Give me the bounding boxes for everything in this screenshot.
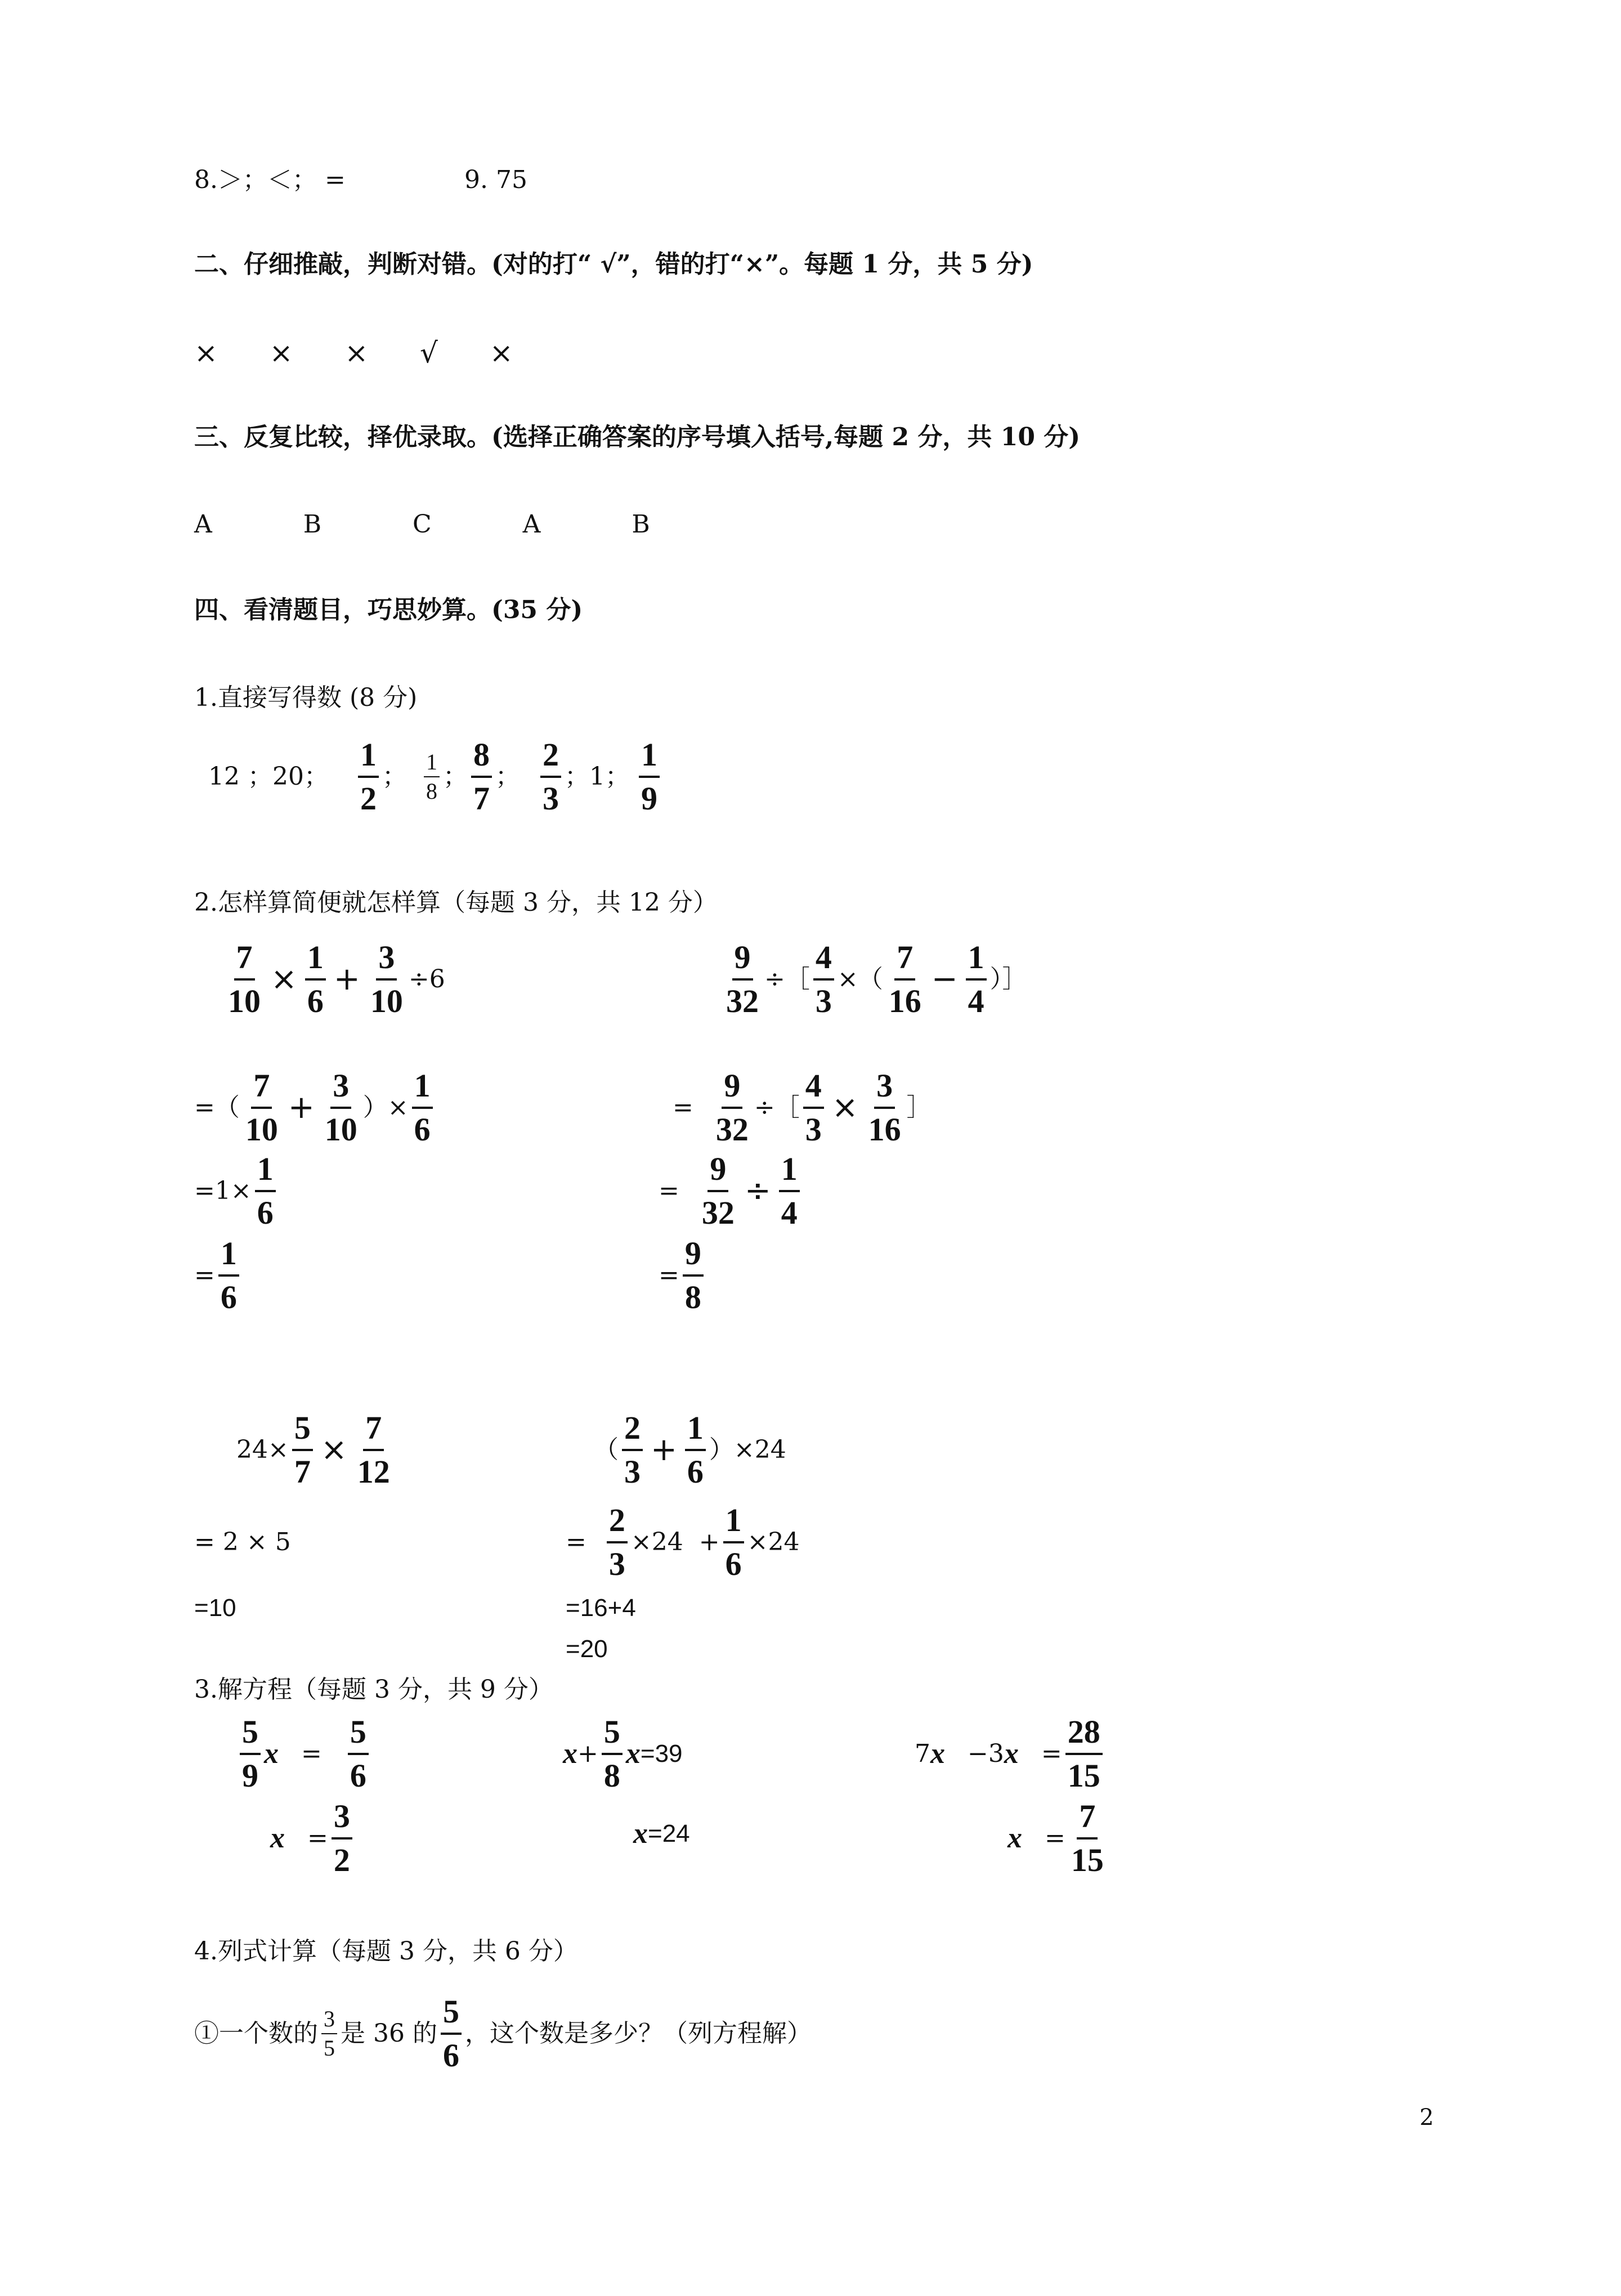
- fraction: $\frac{7}{15}$: [1071, 1798, 1104, 1878]
- equals-sign: =: [1045, 1824, 1065, 1852]
- minus-sign: −: [931, 961, 958, 997]
- expr-text: ）×24: [709, 1435, 786, 1464]
- fraction: $\frac{3}{5}$: [321, 2008, 337, 2060]
- fraction: $\frac{1}{6}$: [723, 1504, 744, 1581]
- q2b-problem: [720, 941, 1027, 1018]
- q2b-step2: [659, 1153, 803, 1229]
- fraction: $\frac{3}{10}$: [370, 939, 403, 1019]
- q2c-step2: =10: [194, 1594, 236, 1622]
- fraction: $\frac{4}{3}$: [813, 941, 834, 1018]
- fraction: $\frac{7}{10}$: [228, 939, 261, 1019]
- fraction: $\frac{5}{7}$: [292, 1412, 313, 1488]
- expr-text: ×24 +: [630, 1528, 720, 1556]
- separator: ；: [382, 762, 407, 791]
- fraction: $\frac{1}{6}$: [305, 941, 326, 1018]
- fraction: $\frac{9}{32}$: [715, 1067, 749, 1148]
- variable-x: x: [264, 1738, 279, 1770]
- fraction: $\frac{7}{12}$: [357, 1409, 390, 1490]
- q2c-step1: = 2 × 5: [194, 1528, 291, 1556]
- q2d-problem: [594, 1409, 786, 1490]
- q3-eq2-solution: [633, 1819, 690, 1849]
- expr-text: =24: [648, 1820, 690, 1847]
- expr-text: =39: [640, 1740, 683, 1767]
- q2c-problem: [236, 1409, 396, 1490]
- fraction: $\frac{5}{8}$: [602, 1716, 623, 1792]
- divide-sign: ÷: [744, 1172, 771, 1209]
- expr-text: =: [194, 1261, 215, 1290]
- separator: ；: [495, 762, 520, 791]
- fraction: $\frac{1}{6}$: [255, 1153, 276, 1229]
- expr-text: ，这个数是多少？（列方程解）: [464, 2019, 812, 2048]
- plus-sign: +: [288, 1089, 315, 1126]
- expr-text: 24×: [236, 1435, 289, 1464]
- fraction: $\frac{1}{6}$: [218, 1237, 239, 1314]
- q2-title: 2.怎样算简便就怎样算（每题 3 分，共 12 分）: [194, 888, 718, 917]
- coefficient: 7: [915, 1739, 930, 1768]
- expr-text: =: [659, 1261, 679, 1290]
- variable-x: x: [625, 1738, 641, 1770]
- separator: ；1；: [564, 762, 630, 791]
- q8-answer: 8.＞；＜； =: [194, 165, 346, 194]
- q2a-step3: [194, 1237, 243, 1314]
- q3-eq2: [563, 1713, 683, 1794]
- times-sign: ×: [831, 1089, 858, 1126]
- fraction: $\frac{2}{3}$: [540, 739, 561, 815]
- expr-text: =: [566, 1528, 586, 1556]
- fraction: $\frac{9}{32}$: [726, 939, 759, 1019]
- section-3-heading: 三、反复比较，择优录取。(选择正确答案的序号填入括号,每题 2 分，共 10 分): [194, 423, 1081, 451]
- q2d-step1: [566, 1504, 799, 1581]
- expr-text: 是 36 的: [341, 2019, 437, 2048]
- q3-eq1-solution: [270, 1800, 356, 1877]
- fraction: $\frac{1}{4}$: [966, 941, 987, 1018]
- fraction: $\frac{1}{8}$: [424, 751, 440, 803]
- q3-eq3-solution: [1007, 1800, 1109, 1877]
- expr-text: −3: [968, 1739, 1004, 1768]
- q2a-problem: [222, 941, 445, 1018]
- fraction: $\frac{9}{8}$: [683, 1237, 704, 1314]
- expr-text: =（: [194, 1093, 240, 1122]
- expr-text: ］: [906, 1093, 932, 1122]
- plus-sign: +: [577, 1739, 598, 1768]
- times-sign: ×: [271, 961, 297, 997]
- expr-text: ①一个数的: [194, 2019, 318, 2048]
- plus-sign: +: [333, 961, 360, 997]
- q2b-step3: [659, 1237, 707, 1314]
- fraction: $\frac{1}{6}$: [412, 1069, 433, 1146]
- equals-sign: =: [301, 1739, 322, 1768]
- variable-x: x: [563, 1738, 577, 1770]
- section-4-heading: 四、看清题目，巧思妙算。(35 分): [194, 596, 583, 624]
- fraction: $\frac{5}{9}$: [240, 1716, 261, 1792]
- variable-x: x: [930, 1738, 945, 1770]
- expr-text: ）×: [362, 1093, 409, 1122]
- q2d-step2: =16+4: [566, 1594, 636, 1622]
- fraction: $\frac{1}{6}$: [685, 1412, 706, 1488]
- variable-x: x: [1007, 1822, 1022, 1854]
- q9-answer: 9. 75: [464, 165, 527, 194]
- fraction: $\frac{4}{3}$: [803, 1069, 824, 1146]
- fraction: $\frac{1}{2}$: [358, 739, 379, 815]
- fraction: $\frac{8}{7}$: [471, 739, 492, 815]
- expr-tail: ÷6: [408, 965, 445, 993]
- fraction: $\frac{2}{3}$: [607, 1504, 628, 1581]
- fraction: $\frac{7}{10}$: [245, 1067, 278, 1148]
- variable-x: x: [633, 1818, 648, 1850]
- fraction: $\frac{3}{10}$: [324, 1067, 357, 1148]
- q2a-step1: [194, 1069, 436, 1146]
- section-2-answers: × × × √ ×: [194, 337, 513, 369]
- q1-answers: [208, 736, 663, 817]
- expr-text: ×（: [837, 965, 883, 993]
- expr-text: =1×: [194, 1176, 252, 1205]
- q3-eq3: [915, 1713, 1106, 1794]
- fraction: $\frac{28}{15}$: [1065, 1716, 1103, 1792]
- expr-text: （: [594, 1435, 619, 1464]
- variable-x: x: [270, 1822, 285, 1854]
- q3-title: 3.解方程（每题 3 分，共 9 分）: [194, 1675, 553, 1704]
- q4-title: 4.列式计算（每题 3 分，共 6 分）: [194, 1937, 578, 1966]
- q2d-step3: =20: [566, 1635, 608, 1663]
- q3-eq1: [236, 1713, 372, 1794]
- fraction: $\frac{5}{6}$: [348, 1716, 369, 1792]
- section-2-heading: 二、仔细推敲，判断对错。(对的打“ √”，错的打“×”。每题 1 分，共 5 分): [194, 250, 1033, 279]
- variable-x: x: [1004, 1738, 1019, 1770]
- expr-text: ）］: [989, 965, 1027, 993]
- times-sign: ×: [320, 1431, 347, 1468]
- fraction: $\frac{7}{16}$: [888, 939, 921, 1019]
- equals-sign: =: [1041, 1739, 1062, 1768]
- q2b-step1: [673, 1069, 932, 1146]
- q1-answer-text: 12 ；20；: [208, 762, 329, 791]
- plus-sign: +: [651, 1431, 677, 1468]
- fraction: $\frac{9}{32}$: [701, 1151, 735, 1231]
- fraction: $\frac{2}{3}$: [622, 1412, 643, 1488]
- q4-problem-1: [194, 1995, 812, 2072]
- q2a-step2: [194, 1153, 279, 1229]
- section-3-answers: A B C A B: [194, 510, 650, 539]
- expr-text: =: [673, 1093, 693, 1122]
- fraction: $\frac{3}{16}$: [868, 1067, 901, 1148]
- expr-text: ÷［: [754, 1093, 800, 1122]
- expr-text: ×24: [747, 1528, 800, 1556]
- equals-sign: =: [307, 1824, 328, 1852]
- q1-title: 1.直接写得数 (8 分): [194, 683, 418, 712]
- expr-text: ÷［: [764, 965, 810, 993]
- fraction: $\frac{5}{6}$: [441, 1995, 462, 2072]
- fraction: $\frac{1}{9}$: [639, 739, 660, 815]
- fraction: $\frac{3}{2}$: [332, 1800, 352, 1877]
- separator: ；: [442, 762, 468, 791]
- expr-text: =: [659, 1176, 679, 1205]
- page-number: 2: [1420, 2105, 1434, 2131]
- fraction: $\frac{1}{4}$: [779, 1153, 800, 1229]
